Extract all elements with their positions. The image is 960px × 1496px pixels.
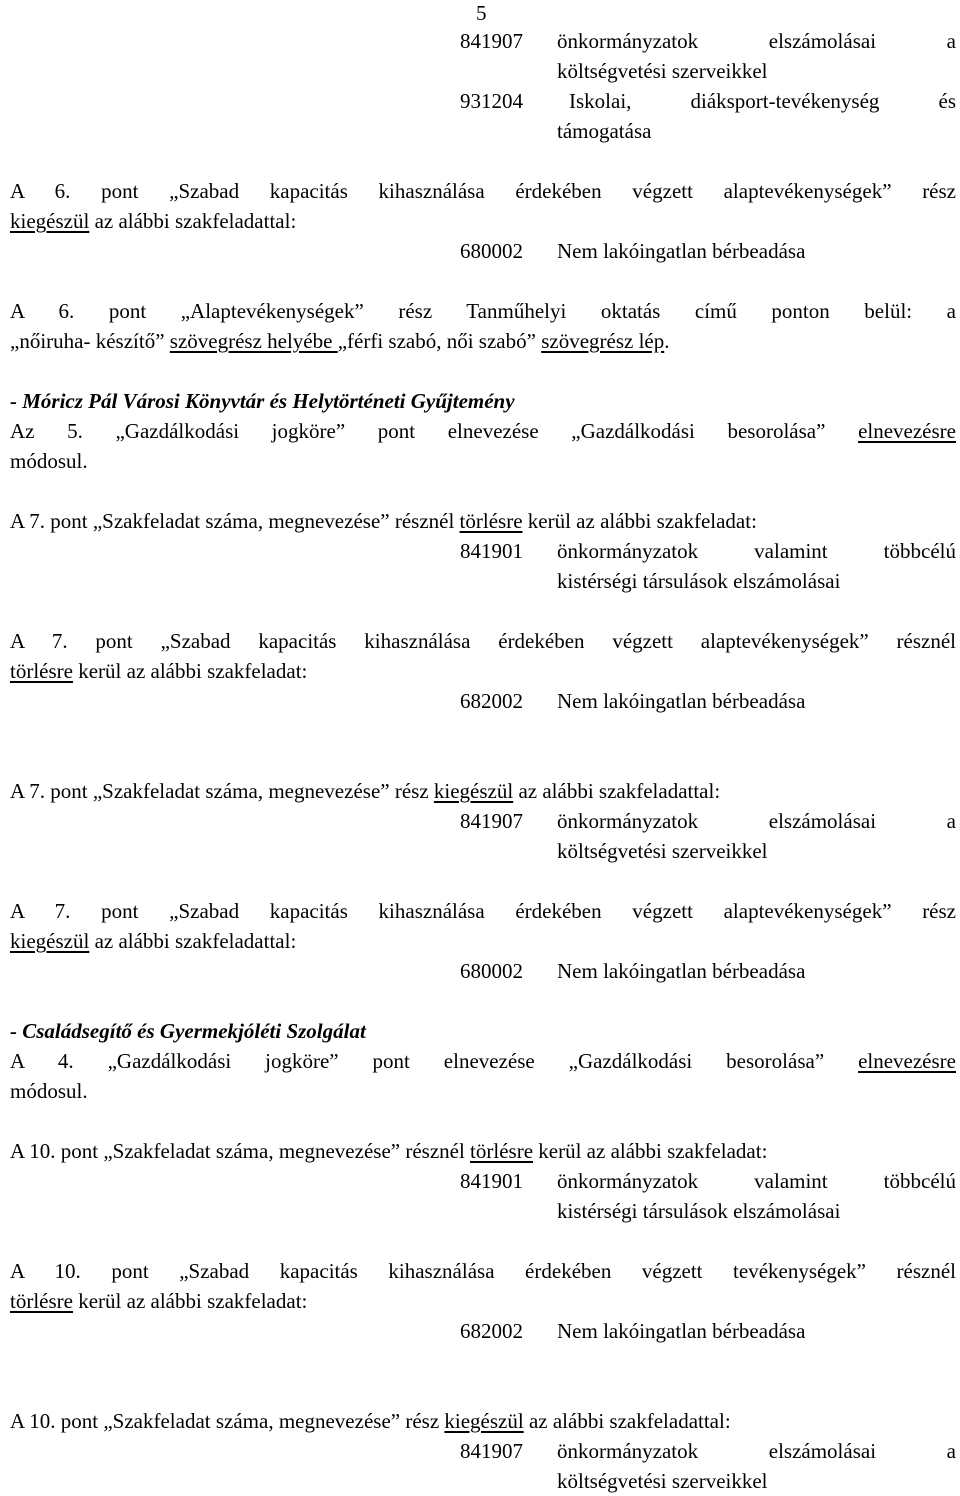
entry-line: önkormányzatok valamint többcélú [557,1169,956,1193]
page-number: 5 [476,1,487,25]
section-heading: - Családsegítő és Gyermekjóléti Szolgálat [10,1019,366,1043]
entry-code: 841901 [460,539,523,563]
entry-code: 931204 [460,89,523,113]
entry-line: Nem lakóingatlan bérbeadása [557,1319,806,1343]
code-entry [460,686,956,716]
entry-line: kistérségi társulások elszámolásai [557,569,841,593]
entry-code: 680002 [460,959,523,983]
paragraph: A 10. pont „Szabad kapacitás kihasználása érdekében végzett tevékenységek” résznél törlésre kerül az alábbi szakfeladat: [10,1259,956,1313]
entry-line: költségvetési szerveikkel [557,1469,768,1493]
entry-line: Iskolai, diáksport-tevékenység és [569,89,956,113]
code-entry [460,26,956,86]
entry-code: 841907 [460,1439,523,1463]
underlined-term: elnevezésre [858,1049,956,1073]
entry-code: 841907 [460,29,523,53]
code-entry [460,956,956,986]
code-entry [460,86,956,146]
entry-line: költségvetési szerveikkel [557,839,768,863]
underlined-term: szövegrész lép [541,329,665,353]
underlined-term: törlésre [459,509,523,533]
code-entry [460,1436,956,1496]
underlined-term: törlésre [470,1139,534,1163]
entry-code: 682002 [460,689,523,713]
entry-code: 682002 [460,1319,523,1343]
paragraph: A 7. pont „Szabad kapacitás kihasználása érdekében végzett alaptevékenységek” résznél törlésre kerül az alábbi szakfeladat: [10,629,956,683]
entry-line: önkormányzatok elszámolásai a [557,1439,956,1463]
code-entry [460,1316,956,1346]
paragraph: A 6. pont „Szabad kapacitás kihasználása érdekében végzett alaptevékenységek” rész kiegészül az alábbi szakfeladattal: [10,179,956,233]
code-entry [460,536,956,596]
entry-code: 841907 [460,809,523,833]
entry-line: önkormányzatok elszámolásai a [557,809,956,833]
entry-line: önkormányzatok elszámolásai a [557,29,956,53]
paragraph: A 7. pont „Szakfeladat száma, megnevezése” rész kiegészül az alábbi szakfeladattal: [10,779,721,803]
entry-line: Nem lakóingatlan bérbeadása [557,959,806,983]
paragraph: A 7. pont „Szabad kapacitás kihasználása érdekében végzett alaptevékenységek” rész kiegészül az alábbi szakfeladattal: [10,899,956,953]
underlined-term: törlésre [10,659,73,683]
entry-line: támogatása [557,119,652,143]
underlined-term: kiegészül [10,209,90,233]
underlined-term: kiegészül [433,779,514,803]
paragraph: A 10. pont „Szakfeladat száma, megnevezése” rész kiegészül az alábbi szakfeladattal: [10,1409,731,1433]
entry-line: önkormányzatok valamint többcélú [557,539,956,563]
paragraph: A 7. pont „Szakfeladat száma, megnevezése” résznél törlésre kerül az alábbi szakfeladat: [10,509,757,533]
entry-code: 841901 [460,1169,523,1193]
paragraph: Az 5. „Gazdálkodási jogköre” pont elnevezése „Gazdálkodási besorolása” elnevezésre módosul. [10,419,956,473]
entry-line: Nem lakóingatlan bérbeadása [557,239,806,263]
underlined-term: törlésre [10,1289,73,1313]
underlined-term: kiegészül [444,1409,524,1433]
underlined-term: elnevezésre [858,419,956,443]
entry-line: Nem lakóingatlan bérbeadása [557,689,806,713]
section-heading: - Móricz Pál Városi Könyvtár és Helytörténeti Gyűjtemény [10,389,515,413]
code-entry [460,1166,956,1226]
code-entry [460,236,956,266]
entry-line: költségvetési szerveikkel [557,59,768,83]
paragraph: A 10. pont „Szakfeladat száma, megnevezése” résznél törlésre kerül az alábbi szakfeladat: [10,1139,768,1163]
paragraph: A 6. pont „Alaptevékenységek” rész Tanműhelyi oktatás című ponton belül: a „nőiruha- készítő” szövegrész helyébe „férfi szabó, női szabó” szövegrész lép. [10,299,956,353]
code-entry [460,806,956,866]
paragraph: A 4. „Gazdálkodási jogköre” pont elnevezése „Gazdálkodási besorolása” elnevezésre módosul. [10,1049,956,1103]
entry-line: kistérségi társulások elszámolásai [557,1199,841,1223]
underlined-term: kiegészül [10,929,90,953]
underlined-term: szövegrész helyébe [169,329,338,353]
entry-code: 680002 [460,239,523,263]
